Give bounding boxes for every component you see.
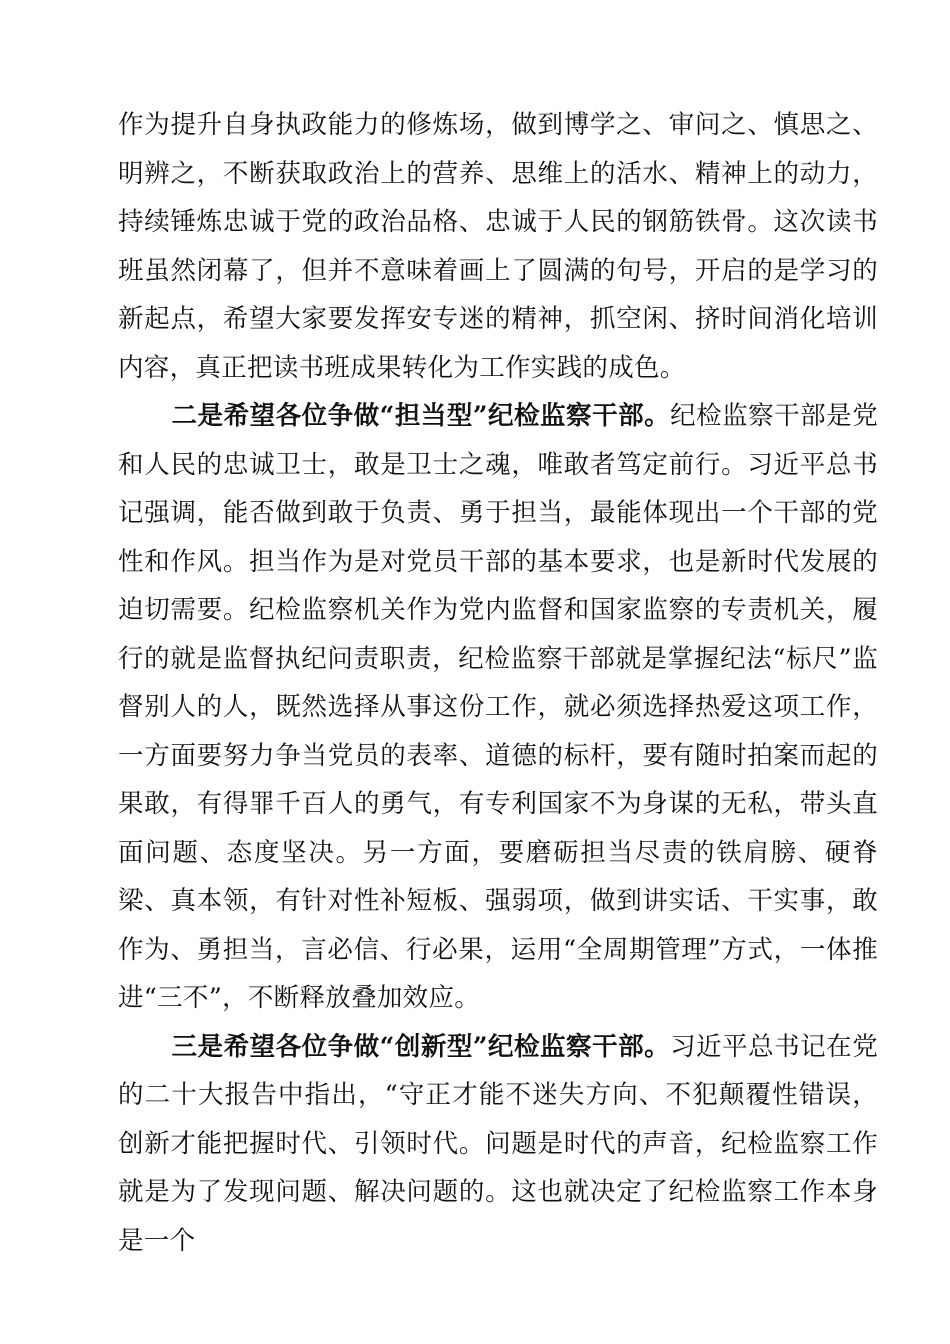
paragraph-3-lead: 三是希望各位争做“创新型”纪检监察干部。	[171, 1031, 671, 1062]
paragraph-2-text: 纪检监察干部是党和人民的忠诚卫士，敢是卫士之魂，唯敢者笃定前行。习近平总书记强调，能否做到敢于负责、勇于担当，最能体现出一个干部的党性和作风。担当作为是对党员干部的基本要求，也是新时代发展的迫切需要。纪检监察机关作为党内监督和国家监察的专责机关，履行的就是监督执纪问责职责，纪检监察干部就是掌握纪法“标尺”监督别人的人，既然选择从事这份工作，就必须选择热爱这项工作，一方面要努力争当党员的表率、道德的标杆，要有随时拍案而起的果敢，有得罪千百人的勇气，有专利国家不为身谋的无私，带头直面问题、态度坚决。另一方面，要磨砺担当尽责的铁肩膀、硬脊梁、真本领，有针对性补短板、强弱项，做到讲实话、干实事，敢作为、勇担当，言必信、行必果，运用“全周期管理”方式，一体推进“三不”，不断释放叠加效应。	[118, 401, 878, 1013]
document-body	[118, 101, 878, 1265]
paragraph-3	[118, 1023, 878, 1266]
paragraph-2-lead: 二是希望各位争做“担当型”纪检监察干部。	[171, 401, 671, 431]
paragraph-1-text: 作为提升自身执政能力的修炼场，做到博学之、审问之、慎思之、明辨之，不断获取政治上的营养、思维上的活水、精神上的动力，持续锤炼忠诚于党的政治品格、忠诚于人民的钢筋铁骨。这次读书班虽然闭幕了，但并不意味着画上了圆满的句号，开启的是学习的新起点，希望大家要发挥安专迷的精神，抓空闲、挤时间消化培训内容，真正把读书班成果转化为工作实践的成色。	[118, 110, 878, 383]
paragraph-2	[118, 392, 878, 1023]
paragraph-3-text: 习近平总书记在党的二十大报告中指出，“守正才能不迷失方向、不犯颠覆性错误，创新才能把握时代、引领时代。问题是时代的声音，纪检监察工作就是为了发现问题、解决问题的。这也就决定了纪检监察工作本身是一个	[118, 1031, 878, 1256]
paragraph-1	[118, 101, 878, 392]
